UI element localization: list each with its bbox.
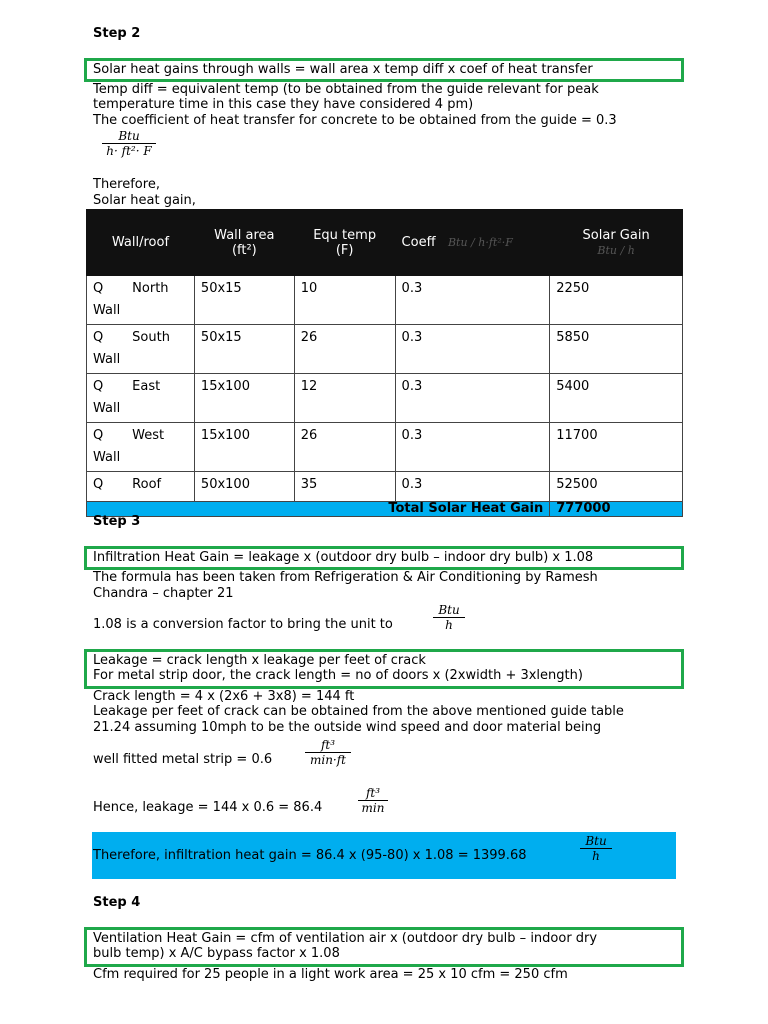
- step2-formula: Solar heat gains through walls = wall area x temp diff x coef of heat transfer: [93, 62, 593, 77]
- hence-unit-num: ft³: [365, 786, 381, 800]
- cell-coeff: 0.3: [395, 472, 550, 502]
- cell-gain: 5400: [550, 374, 683, 423]
- cell-gain: 11700: [550, 423, 683, 472]
- total-value: 777000: [550, 502, 683, 517]
- leakage-unit-fraction: [305, 738, 351, 767]
- cell-area: 50x15: [194, 276, 294, 325]
- header-coeff: Coeff Btu / h·ft²·F: [395, 210, 550, 276]
- metal-door-formula: For metal strip door, the crack length = no of doors x (2xwidth + 3xlength): [93, 668, 583, 683]
- table-row: [87, 325, 683, 374]
- cell-temp: 26: [294, 423, 395, 472]
- source-line1: The formula has been taken from Refrigeration & Air Conditioning by Ramesh: [93, 570, 598, 585]
- leakage-unit-den: min·ft: [309, 753, 347, 767]
- cell-coeff: 0.3: [395, 325, 550, 374]
- cell-gain: 2250: [550, 276, 683, 325]
- temp-diff-line2: temperature time in this case they have considered 4 pm): [93, 97, 474, 112]
- cell-wall-roof: Q North Wall: [87, 276, 195, 325]
- leakage-line3: well fitted metal strip = 0.6: [93, 752, 273, 767]
- cell-area: 15x100: [194, 423, 294, 472]
- conversion-unit-num: Btu: [438, 603, 460, 617]
- leakage-line2: 21.24 assuming 10mph to be the outside wind speed and door material being: [93, 720, 602, 735]
- table-row: [87, 374, 683, 423]
- leakage-unit-num: ft³: [320, 738, 336, 752]
- cell-area: 15x100: [194, 374, 294, 423]
- cell-temp: 12: [294, 374, 395, 423]
- temp-diff-line1: Temp diff = equivalent temp (to be obtained from the guide relevant for peak: [93, 82, 599, 97]
- header-wall-roof: Wall/roof: [87, 210, 195, 276]
- cell-coeff: 0.3: [395, 276, 550, 325]
- result-unit-den: h: [592, 849, 600, 863]
- total-label: Total Solar Heat Gain: [87, 502, 550, 517]
- step3-heading: Step 3: [93, 514, 141, 529]
- cell-wall-roof: Q West Wall: [87, 423, 195, 472]
- cell-gain: 52500: [550, 472, 683, 502]
- result-unit-fraction: [580, 834, 612, 863]
- cfm-line: Cfm required for 25 people in a light work area = 25 x 10 cfm = 250 cfm: [93, 967, 568, 982]
- cell-temp: 26: [294, 325, 395, 374]
- therefore-label: Therefore,: [93, 177, 160, 192]
- header-equ-temp: Equ temp (F): [294, 210, 395, 276]
- coef-unit-fraction: [102, 129, 156, 158]
- infiltration-result: Therefore, infiltration heat gain = 86.4 x (95-80) x 1.08 = 1399.68: [93, 848, 527, 863]
- cell-area: 50x100: [194, 472, 294, 502]
- solar-gain-table: [86, 209, 683, 517]
- table-total-row: [87, 502, 683, 517]
- hence-unit-fraction: [358, 786, 388, 815]
- conversion-unit-fraction: [433, 603, 465, 632]
- solar-heat-gain-label: Solar heat gain,: [93, 193, 196, 208]
- cell-coeff: 0.3: [395, 374, 550, 423]
- step4-formula-line2: bulb temp) x A/C bypass factor x 1.08: [93, 946, 340, 961]
- cell-wall-roof: Q Roof: [87, 472, 195, 502]
- cell-gain: 5850: [550, 325, 683, 374]
- cell-area: 50x15: [194, 325, 294, 374]
- hence-line: Hence, leakage = 144 x 0.6 = 86.4: [93, 800, 323, 815]
- solar-gain-unit: Btu / h: [597, 243, 635, 257]
- step2-heading: Step 2: [93, 26, 141, 41]
- step4-heading: Step 4: [93, 895, 141, 910]
- cell-coeff: 0.3: [395, 423, 550, 472]
- step4-formula-line1: Ventilation Heat Gain = cfm of ventilation air x (outdoor dry bulb – indoor dry: [93, 931, 598, 946]
- header-solar-gain: Solar Gain Btu / h: [550, 210, 683, 276]
- coef-line: The coefficient of heat transfer for concrete to be obtained from the guide = 0.3: [93, 113, 617, 128]
- cell-temp: 35: [294, 472, 395, 502]
- header-wall-area: Wall area (ft²): [194, 210, 294, 276]
- coef-unit-den: h· ft²· F: [106, 144, 152, 158]
- coeff-unit: Btu / h·ft²·F: [447, 236, 513, 249]
- source-line2: Chandra – chapter 21: [93, 586, 234, 601]
- table-row: [87, 423, 683, 472]
- hence-unit-den: min: [361, 801, 385, 815]
- result-unit-num: Btu: [585, 834, 607, 848]
- leakage-line1: Leakage per feet of crack can be obtained from the above mentioned guide table: [93, 704, 624, 719]
- cell-temp: 10: [294, 276, 395, 325]
- table-header-row: [87, 210, 683, 276]
- conversion-line: 1.08 is a conversion factor to bring the unit to: [93, 617, 393, 632]
- step3-formula: Infiltration Heat Gain = leakage x (outdoor dry bulb – indoor dry bulb) x 1.08: [93, 550, 594, 565]
- table-row: [87, 472, 683, 502]
- coef-unit-num: Btu: [118, 129, 140, 143]
- table-row: [87, 276, 683, 325]
- conversion-unit-den: h: [445, 618, 453, 632]
- cell-wall-roof: Q East Wall: [87, 374, 195, 423]
- leakage-formula: Leakage = crack length x leakage per feet of crack: [93, 653, 426, 668]
- cell-wall-roof: Q South Wall: [87, 325, 195, 374]
- crack-length: Crack length = 4 x (2x6 + 3x8) = 144 ft: [93, 689, 355, 704]
